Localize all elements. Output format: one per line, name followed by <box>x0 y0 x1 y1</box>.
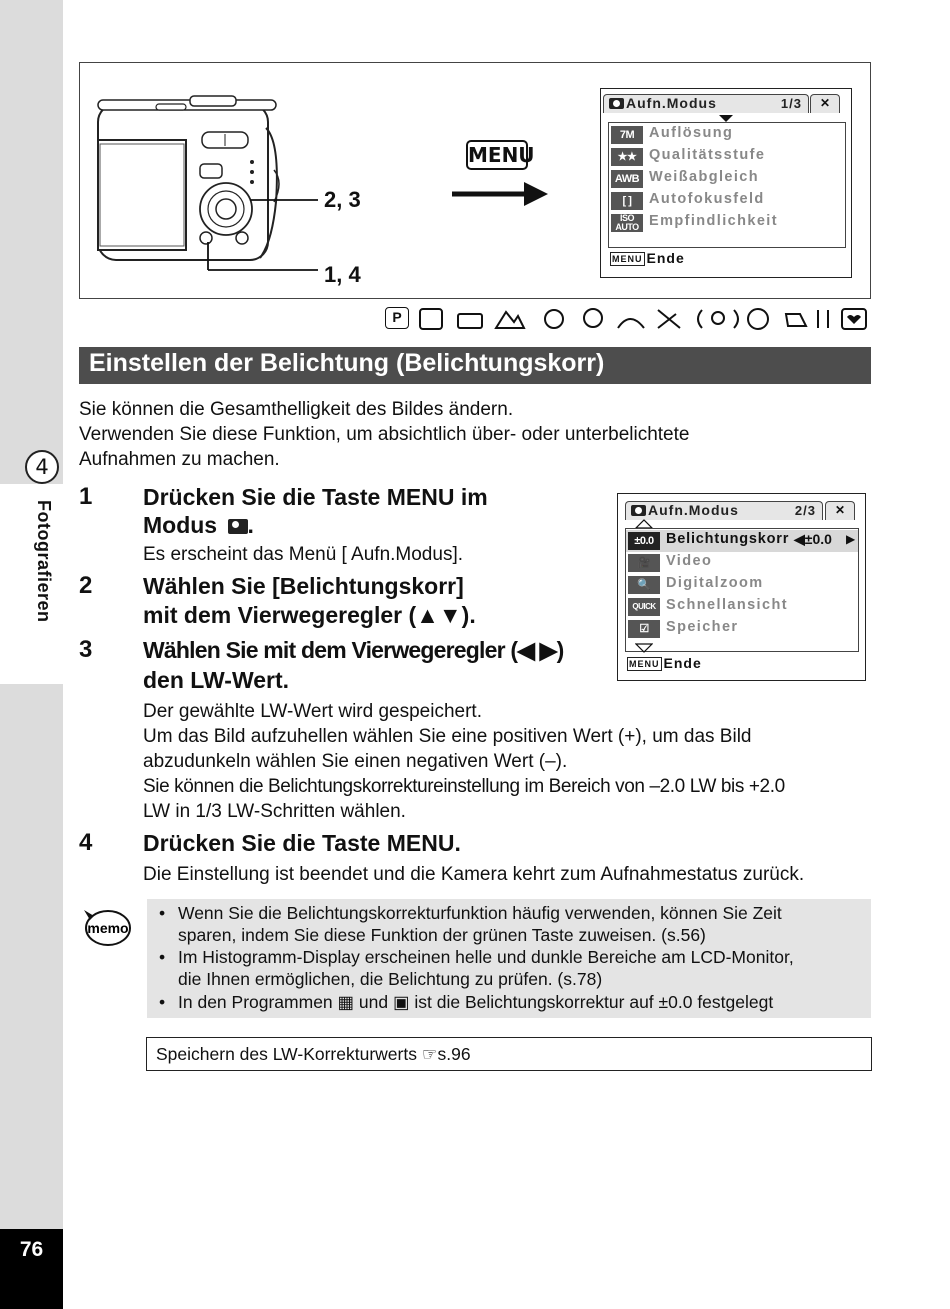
arrow-right-icon <box>450 180 550 208</box>
lcd-item <box>626 552 858 574</box>
bullet: • <box>159 947 166 967</box>
step-3-sub-5: LW in 1/3 LW-Schritten wählen. <box>143 801 406 822</box>
memo-item-3-line-1: In den Programmen ▦ und ▣ ist die Belichtungskorrektur auf ±0.0 festgelegt <box>178 992 774 1012</box>
callout-steps-1-4: 1, 4 <box>324 262 361 287</box>
memo-item-2-line-1: Im Histogramm-Display erscheinen helle und dunkle Bereiche am LCD-Monitor, <box>178 947 794 967</box>
lcd-footer <box>610 250 685 266</box>
bullet: • <box>159 992 166 1012</box>
af-area-icon: [ ] <box>611 192 643 210</box>
step-3-sub-3: abzudunkeln wählen Sie einen negativen Wert (–). <box>143 751 568 772</box>
memo-icon <box>80 904 132 948</box>
lcd-item-label: Autofokusfeld <box>649 191 765 207</box>
chapter-bar <box>0 464 26 486</box>
lcd-item-label: Qualitätsstufe <box>649 147 766 163</box>
lcd-item-label: Video <box>666 553 713 569</box>
pet-icon <box>786 314 806 326</box>
wrench-icon: ✕ <box>825 501 855 520</box>
lcd-item-label: Belichtungskorr <box>666 531 790 547</box>
step-4-number: 4 <box>79 829 93 856</box>
program-mode-icon: P <box>385 307 409 329</box>
lcd-item <box>609 124 845 146</box>
lcd-tab-title: Aufn.Modus <box>648 502 739 518</box>
lcd-footer-label: Ende <box>646 250 685 266</box>
bullet: • <box>159 903 166 923</box>
step-3-sub-2: Um das Bild aufzuhellen wählen Sie eine positiven Wert (+), um das Bild <box>143 726 752 747</box>
lcd-footer <box>627 655 702 671</box>
surf-snow-icon <box>618 319 644 328</box>
exposure-comp-icon: ±0.0 <box>628 532 660 550</box>
lcd-item-label: Digitalzoom <box>666 575 764 591</box>
iso-auto-icon: ISO AUTO <box>611 214 643 232</box>
memory-icon: ☑ <box>628 620 660 638</box>
digital-zoom-icon: 🔍 <box>628 576 660 594</box>
lcd-item-value: ◀±0.0 <box>794 531 832 547</box>
callout-steps-2-3: 2, 3 <box>324 187 361 212</box>
camera-icon <box>228 519 248 534</box>
lcd-tab <box>603 94 809 113</box>
lcd-tab <box>625 501 823 520</box>
food-icon <box>818 310 828 328</box>
reference-link[interactable]: Speichern des LW-Korrekturwerts ☞s.96 <box>156 1044 471 1064</box>
lcd-item <box>626 618 858 640</box>
quick-view-icon: QUICK <box>628 598 660 616</box>
camera-icon <box>609 98 624 109</box>
step-1-sub: Es erscheint das Menü [ Aufn.Modus]. <box>143 544 464 565</box>
lcd-menu-list <box>608 122 846 248</box>
lcd-item <box>626 596 858 618</box>
lcd-footer-label: Ende <box>663 655 702 671</box>
step-2-number: 2 <box>79 572 93 599</box>
memo-label: memo <box>87 920 129 936</box>
kids-icon <box>748 309 768 329</box>
scene-mode-icons <box>418 306 870 332</box>
step-4-title: Drücken Sie die Taste MENU. <box>143 830 461 856</box>
quality-icon: ★★ <box>611 148 643 166</box>
step-4-sub: Die Einstellung ist beendet und die Kamera kehrt zum Aufnahmestatus zurück. <box>143 864 805 885</box>
lcd-item-selected <box>626 530 858 552</box>
landscape-icon <box>496 312 524 328</box>
lcd-item-label: Auflösung <box>649 125 734 141</box>
white-balance-icon: AWB <box>611 170 643 188</box>
triangle-right-icon: ▶ <box>846 532 856 546</box>
lcd-item <box>609 146 845 168</box>
flower-icon <box>545 310 563 328</box>
intro-line-2: Verwenden Sie diese Funktion, um absichtlich über- oder unterbelichtete <box>79 424 690 445</box>
portrait-icon <box>584 309 602 327</box>
camera-back-illustration <box>90 92 330 272</box>
lcd-item <box>609 168 845 190</box>
lcd-item <box>626 574 858 596</box>
lcd-item <box>609 212 845 234</box>
step-3-title-line-2: den LW-Wert. <box>143 667 290 693</box>
lcd-tab-title: Aufn.Modus <box>626 95 717 111</box>
intro-line-3: Aufnahmen zu machen. <box>79 449 280 470</box>
step-2-title-line-2: mit dem Vierwegeregler (▲▼). <box>143 602 476 628</box>
step-3-number: 3 <box>79 636 93 663</box>
night-scene-icon <box>420 309 442 329</box>
lcd-page: 2/3 <box>794 503 816 518</box>
lcd-item-label: Schnellansicht <box>666 597 788 613</box>
step-1-title-line-2: Modus . <box>143 512 254 538</box>
memo-item-2-line-2: die Ihnen ermöglichen, die Belichtung zu prüfen. (s.78) <box>178 969 603 989</box>
step-2-title-line-1: Wählen Sie [Belichtungskorr] <box>143 573 464 599</box>
lcd-menu-list <box>625 528 859 652</box>
lcd-page: 1/3 <box>780 96 802 111</box>
movie-icon <box>458 314 482 328</box>
memo-item-1-line-2: sparen, indem Sie diese Funktion der grünen Taste zuweisen. (s.56) <box>178 925 706 945</box>
lcd-item <box>609 190 845 212</box>
lcd-item-label: Speicher <box>666 619 739 635</box>
camera-icon <box>631 505 646 516</box>
movie-icon: 🎥 <box>628 554 660 572</box>
sport-icon <box>658 310 680 328</box>
step-3-sub-4: Sie können die Belichtungskorrektureinstellung im Bereich von –2.0 LW bis +2.0 <box>143 776 785 797</box>
step-1-title-text: Modus <box>143 512 218 538</box>
triangle-down-icon <box>635 643 653 653</box>
memo-item-1-line-1: Wenn Sie die Belichtungskorrekturfunktion häufig verwenden, können Sie Zeit <box>178 903 782 923</box>
step-1-title-line-1: Drücken Sie die Taste MENU im <box>143 484 488 510</box>
wrench-icon: ✕ <box>810 94 840 113</box>
menu-key: MENU <box>466 140 528 170</box>
step-3-title-line-1: Wählen Sie mit dem Vierwegeregler (◀ ▶) <box>143 637 564 663</box>
lcd-screen-2 <box>617 493 866 681</box>
resolution-icon: 7M <box>611 126 643 144</box>
menu-key-mini: MENU <box>629 659 660 670</box>
value-text: ±0.0 <box>804 531 832 547</box>
step-1-number: 1 <box>79 483 93 510</box>
intro-line-1: Sie können die Gesamthelligkeit des Bildes ändern. <box>79 399 514 420</box>
lcd-item-label: Empfindlichkeit <box>649 213 778 229</box>
step-3-sub-1: Der gewählte LW-Wert wird gespeichert. <box>143 701 482 722</box>
chapter-title: Fotografieren <box>34 500 54 623</box>
section-heading: Einstellen der Belichtung (Belichtungskorr) <box>89 349 605 377</box>
lcd-item-label: Weißabgleich <box>649 169 759 185</box>
lcd-screen-1 <box>600 88 852 278</box>
menu-key-mini: MENU <box>612 254 643 265</box>
page-number: 76 <box>19 1238 44 1261</box>
chapter-number: 4 <box>25 450 59 484</box>
